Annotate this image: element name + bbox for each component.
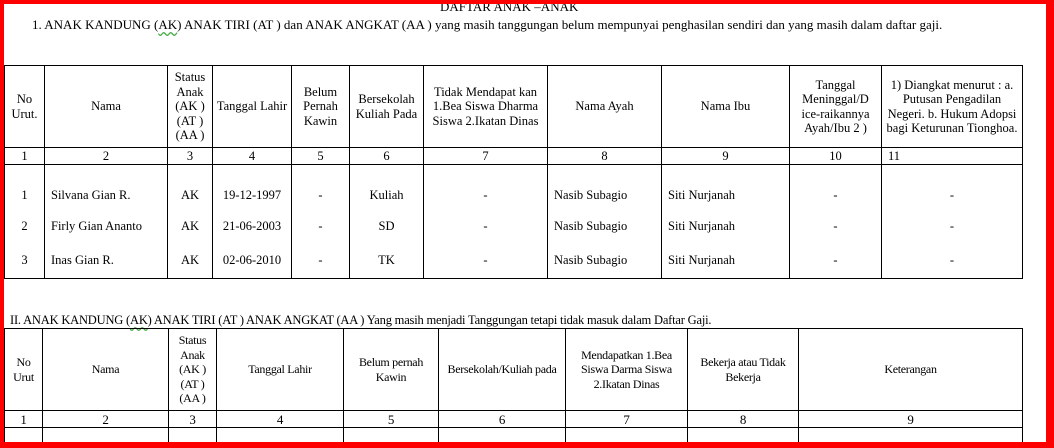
header-cell: Tanggal Lahir: [213, 66, 292, 148]
column-number-cell: 5: [344, 411, 439, 428]
table-cell: -: [882, 243, 1023, 279]
table-cell: -: [882, 211, 1023, 243]
table-cell: Nasib Subagio: [548, 211, 662, 243]
column-number-cell: 11: [882, 148, 1023, 165]
header-cell: Status Anak (AK ) (AT ) (AA ): [169, 329, 217, 411]
table-cell: 19-12-1997: [213, 165, 292, 211]
header-cell: Nama: [43, 329, 169, 411]
column-number-cell: 8: [548, 148, 662, 165]
table-cell: Silvana Gian R.: [45, 165, 168, 211]
table-cell: -: [292, 243, 350, 279]
header-cell: Mendapatkan 1.Bea Siswa Darma Siswa 2.Ikatan Dinas: [566, 329, 688, 411]
table-cell: -: [292, 211, 350, 243]
table-cell: AK: [168, 243, 213, 279]
empty-cell: [169, 428, 217, 448]
document-title: DAFTAR ANAK –ANAK: [440, 0, 579, 14]
table-cell: 2: [5, 211, 45, 243]
table-cell: Inas Gian R.: [45, 243, 168, 279]
table-cell: SD: [350, 211, 424, 243]
column-number-cell: 3: [168, 148, 213, 165]
column-number-cell: 4: [217, 411, 344, 428]
table-cell: AK: [168, 211, 213, 243]
table-cell: -: [790, 243, 882, 279]
column-number-cell: 6: [439, 411, 566, 428]
header-cell: Tidak Mendapat kan 1.Bea Siswa Dharma Siswa 2.Ikatan Dinas: [424, 66, 548, 148]
header-cell: Tanggal Lahir: [217, 329, 344, 411]
table-cell: Nasib Subagio: [548, 243, 662, 279]
header-cell: Nama: [45, 66, 168, 148]
table-row: [5, 165, 1023, 211]
header-cell: Belum Pernah Kawin: [292, 66, 350, 148]
column-number-cell: 7: [566, 411, 688, 428]
empty-cell: [688, 428, 799, 448]
table-cell: -: [790, 165, 882, 211]
column-number-cell: 1: [5, 148, 45, 165]
table-cell: Kuliah: [350, 165, 424, 211]
table-row: [5, 211, 1023, 243]
table-cell: 02-06-2010: [213, 243, 292, 279]
table-cell: 1: [5, 165, 45, 211]
column-number-cell: 7: [424, 148, 548, 165]
children-table-2: [4, 328, 1023, 448]
column-number-cell: 9: [662, 148, 790, 165]
header-cell: Belum pernah Kawin: [344, 329, 439, 411]
table-cell: Siti Nurjanah: [662, 243, 790, 279]
empty-cell: [43, 428, 169, 448]
children-table-1: [4, 65, 1023, 279]
header-cell: Bersekolah Kuliah Pada: [350, 66, 424, 148]
header-cell: Nama Ibu: [662, 66, 790, 148]
table-cell: AK: [168, 165, 213, 211]
table-cell: -: [790, 211, 882, 243]
table-cell: Siti Nurjanah: [662, 211, 790, 243]
header-cell: No Urut.: [5, 66, 45, 148]
header-cell: Nama Ayah: [548, 66, 662, 148]
header-cell: Status Anak (AK ) (AT ) (AA ): [168, 66, 213, 148]
table-cell: Firly Gian Ananto: [45, 211, 168, 243]
column-number-cell: 2: [45, 148, 168, 165]
header-cell: Tanggal Meninggal/D ice-raikannya Ayah/Ibu 2 ): [790, 66, 882, 148]
table-cell: 3: [5, 243, 45, 279]
empty-cell: [439, 428, 566, 448]
empty-cell: [5, 428, 43, 448]
column-number-cell: 10: [790, 148, 882, 165]
header-cell: No Urut: [5, 329, 43, 411]
column-number-cell: 4: [213, 148, 292, 165]
empty-cell: [566, 428, 688, 448]
column-number-cell: 1: [5, 411, 43, 428]
table-cell: 21-06-2003: [213, 211, 292, 243]
header-cell: 1) Diangkat menurut : a. Putusan Pengadilan Negeri. b. Hukum Adopsi bagi Keturunan Tionghoa.: [882, 66, 1023, 148]
column-number-cell: 9: [799, 411, 1023, 428]
column-number-cell: 3: [169, 411, 217, 428]
section2-heading: II. ANAK KANDUNG (AK) ANAK TIRI (AT ) ANAK ANGKAT (AA ) Yang masih menjadi Tanggungan tetapi tidak masuk dalam Daftar Gaji.: [10, 313, 712, 327]
table-cell: TK: [350, 243, 424, 279]
table-cell: Siti Nurjanah: [662, 165, 790, 211]
header-cell: Bekerja atau Tidak Bekerja: [688, 329, 799, 411]
table-cell: -: [424, 165, 548, 211]
table-cell: -: [292, 165, 350, 211]
header-cell: Bersekolah/Kuliah pada: [439, 329, 566, 411]
column-number-cell: 6: [350, 148, 424, 165]
column-number-cell: 8: [688, 411, 799, 428]
empty-cell: [799, 428, 1023, 448]
table-cell: Nasib Subagio: [548, 165, 662, 211]
empty-cell: [344, 428, 439, 448]
table-row: [5, 243, 1023, 279]
table-cell: -: [424, 211, 548, 243]
column-number-cell: 5: [292, 148, 350, 165]
section1-heading: 1. ANAK KANDUNG (AK) ANAK TIRI (AT ) dan ANAK ANGKAT (AA ) yang masih tanggungan belum mempunyai penghasilan sendiri dan yang masih dalam daftar gaji.: [32, 17, 943, 32]
table-cell: -: [424, 243, 548, 279]
header-cell: Keterangan: [799, 329, 1023, 411]
empty-cell: [217, 428, 344, 448]
column-number-cell: 2: [43, 411, 169, 428]
table-cell: -: [882, 165, 1023, 211]
